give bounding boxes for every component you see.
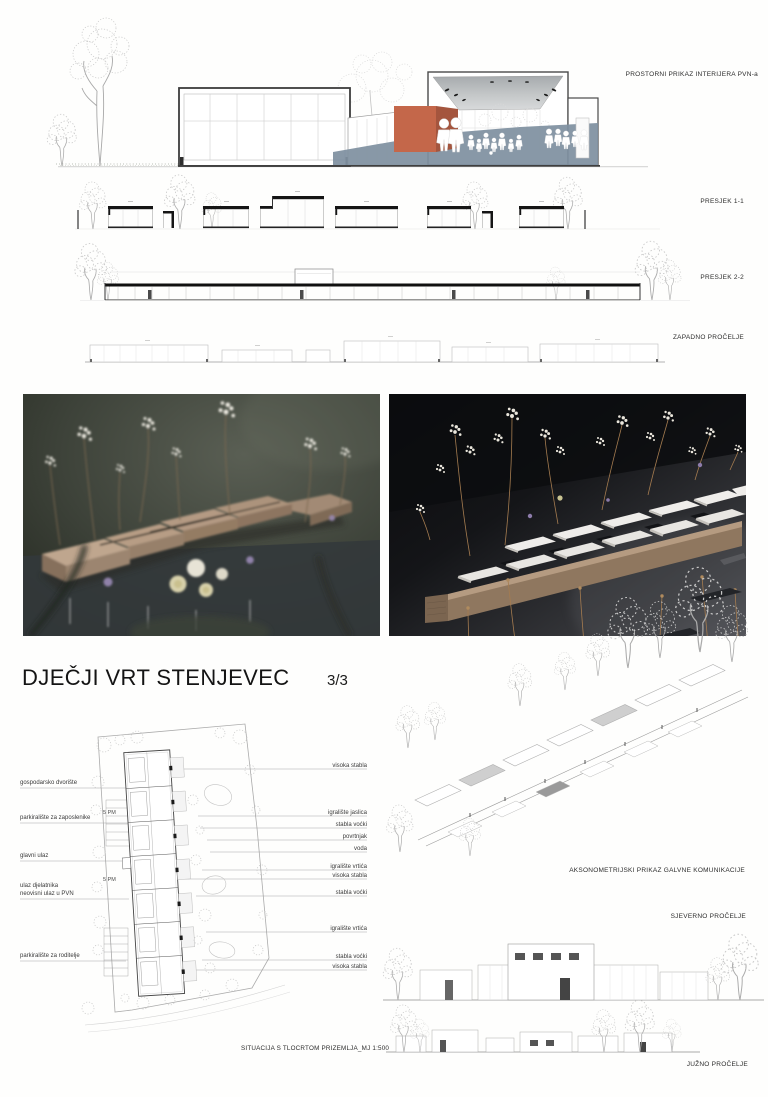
- plan-label-tall-trees-1: visoka stabla: [332, 763, 367, 769]
- plan-label-fruit-trees-1: stabla voćki: [335, 822, 367, 828]
- sheet-number: 3/3: [327, 672, 348, 689]
- label-interior-view: PROSTORNI PRIKAZ INTERIJERA PVN-a: [625, 71, 758, 78]
- south-elevation-drawing: [386, 1000, 700, 1052]
- plan-label-kindergarten-playground-2: igralište vrtića: [330, 926, 367, 932]
- parking-count-note: 5 PM: [103, 810, 116, 816]
- plan-label-staff-entrance: ulaz djelatnika: [20, 883, 59, 889]
- label-axonometric: AKSONOMETRIJSKI PRIKAZ GALVNE KOMUNIKACIJE: [569, 867, 745, 874]
- model-photo-left: [23, 370, 420, 648]
- label-section-2-2: PRESJEK 2-2: [700, 274, 744, 281]
- north-elevation-drawing: [383, 934, 764, 1000]
- plan-label-fruit-trees-3: stabla voćki: [335, 954, 367, 960]
- plan-label-nursery-playground: igralište jaslica: [327, 810, 367, 816]
- label-section-1-1: PRESJEK 1-1: [700, 198, 744, 205]
- site-plan-drawing: [20, 724, 367, 1032]
- section-blocks: [108, 196, 564, 228]
- plan-label-staff-parking: parkiralište za zaposlenike: [20, 815, 91, 821]
- board-title: DJEČJI VRT STENJEVEC: [22, 665, 290, 690]
- west-elevation-drawing: [85, 336, 665, 362]
- tree-sketch-large: [70, 18, 129, 166]
- label-west-elevation: ZAPADNO PROČELJE: [672, 334, 744, 341]
- accent-orange-wall: [394, 106, 436, 152]
- interior-render-drawing: [47, 18, 648, 167]
- label-south-elevation: JUŽNO PROČELJE: [686, 1061, 748, 1068]
- plan-label-service-yard: gospodarsko dvorište: [20, 780, 78, 786]
- parking-count-note: 5 PM: [103, 877, 116, 883]
- plan-label-water: voda: [353, 846, 367, 852]
- plan-label-parent-parking: parkiralište za roditelje: [20, 953, 80, 959]
- plan-label-fruit-trees-2: stabla voćki: [335, 890, 367, 896]
- model-photo-right: [389, 394, 768, 681]
- plan-label-main-entrance: glavni ulaz: [20, 853, 49, 859]
- plan-label-pvn-entrance: neovisni ulaz u PVN: [20, 891, 74, 897]
- plan-label-kindergarten-playground-1: igralište vrtića: [330, 864, 367, 870]
- plan-label-tall-trees-3: visoka stabla: [332, 964, 367, 970]
- label-north-elevation: SJEVERNO PROČELJE: [670, 913, 746, 920]
- section-2-2-drawing: [75, 241, 690, 300]
- section-1-1-drawing: [75, 175, 660, 229]
- site-plan-caption: SITUACIJA S TLOCRTOM PRIZEMLJA_MJ 1:500: [241, 1045, 390, 1052]
- plan-label-tall-trees-2: visoka stabla: [332, 873, 367, 879]
- plan-label-vegetable-garden: povrtnjak: [342, 834, 367, 840]
